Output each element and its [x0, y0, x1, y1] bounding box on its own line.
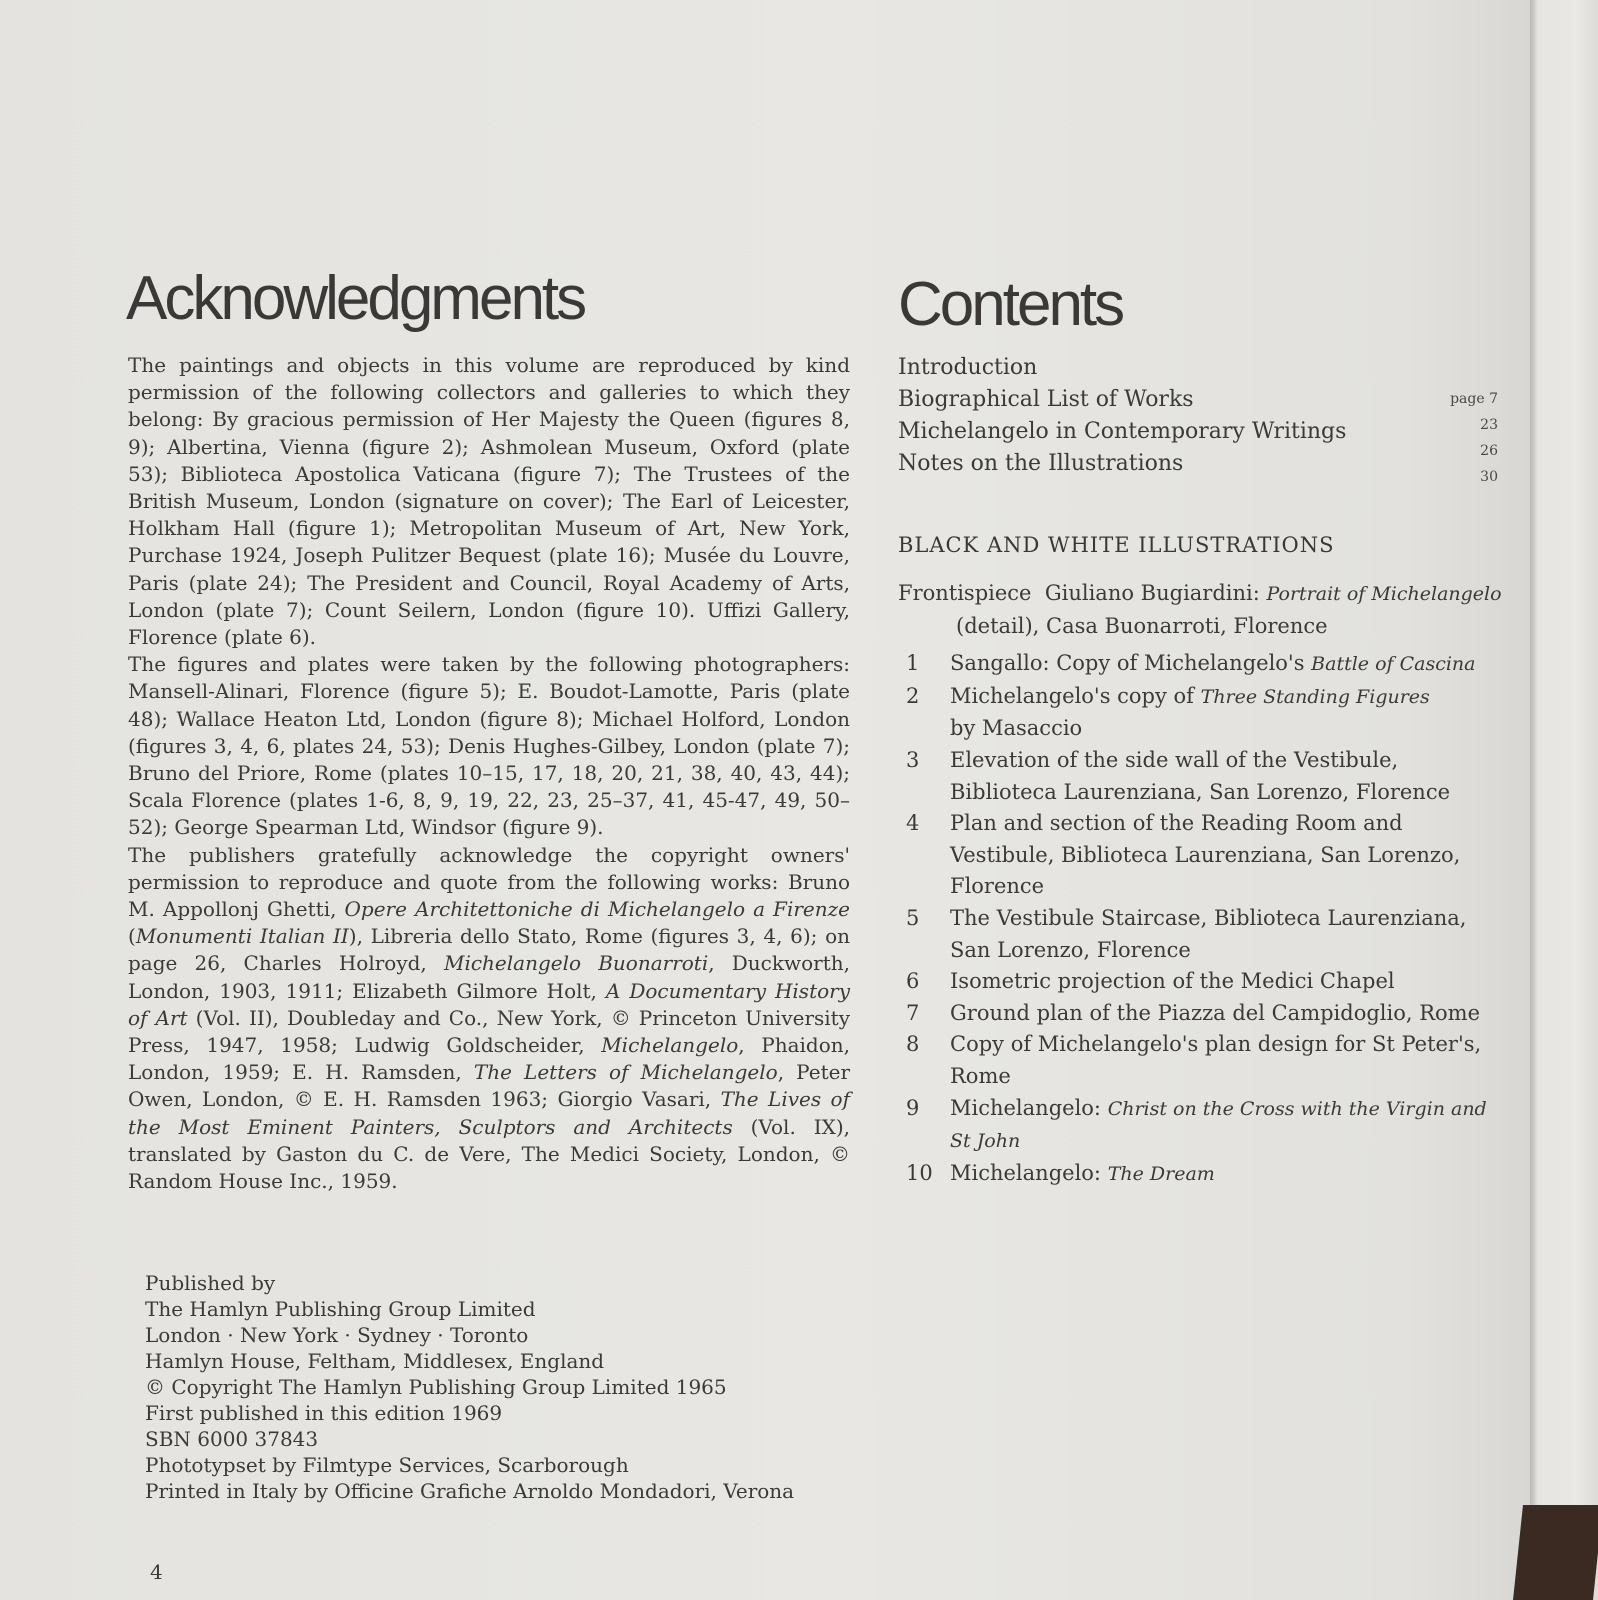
- ack-title-run: Michelangelo Buonarroti: [443, 951, 709, 976]
- illustration-text: Michelangelo:: [950, 1160, 1108, 1185]
- illustration-text: by Masaccio: [950, 716, 1083, 741]
- illustration-text: Plan and section of the Reading Room and: [950, 811, 1403, 836]
- frontispiece-work: Portrait of Michelangelo: [1266, 583, 1502, 605]
- ack-title-run: Monumenti Italian II: [135, 924, 349, 949]
- contents-list: [898, 352, 1498, 480]
- contents-entry-label: Biographical List of Works: [898, 387, 1194, 412]
- acknowledgments-heading: Acknowledgments: [126, 264, 585, 333]
- contents-entry-label: Michelangelo in Contemporary Writings: [898, 419, 1347, 444]
- imprint-line: Hamlyn House, Feltham, Middlesex, England: [145, 1349, 605, 1373]
- illustration-text: Elevation of the side wall of the Vestibule,: [950, 747, 1399, 772]
- imprint-line: Printed in Italy by Officine Grafiche Arnoldo Mondadori, Verona: [145, 1479, 795, 1503]
- ack-text-run: , Duckworth, London, 1903, 1911; Elizabeth Gilmore Holt,: [128, 951, 850, 1003]
- illustration-number: 4: [906, 811, 920, 836]
- imprint-line: The Hamlyn Publishing Group Limited: [145, 1297, 536, 1321]
- contents-entry-introduction: [898, 352, 1498, 384]
- illustration-number: 9: [906, 1095, 920, 1120]
- illustration-text: Florence: [950, 874, 1045, 899]
- illustration-item: [898, 648, 1508, 681]
- illustration-title: St John: [950, 1130, 1021, 1153]
- illustration-text: The Vestibule Staircase, Biblioteca Laurenziana,: [950, 905, 1467, 930]
- page-value: 7: [1489, 391, 1498, 407]
- illustration-number: 1: [906, 651, 920, 676]
- illustration-text: Ground plan of the Piazza del Campidoglio, Rome: [950, 1000, 1481, 1025]
- illustration-title: Three Standing Figures: [1200, 685, 1430, 708]
- illustration-title: Battle of Cascina: [1311, 653, 1476, 676]
- imprint-line: Phototypset by Filmtype Services, Scarborough: [145, 1453, 629, 1477]
- page-prefix: page: [1450, 391, 1485, 407]
- ack-text-run: , Peter Owen, London, © E. H. Ramsden 1963; Giorgio Vasari,: [128, 1060, 851, 1112]
- illustration-item: [898, 966, 1508, 998]
- illustration-number: 8: [906, 1032, 920, 1057]
- illustration-text: San Lorenzo, Florence: [950, 937, 1191, 962]
- contents-page-number: 30: [1480, 469, 1498, 485]
- illustration-number: 2: [906, 683, 920, 708]
- book-cover-board: [1513, 1505, 1598, 1600]
- illustration-item: [898, 903, 1508, 966]
- imprint-line: SBN 6000 37843: [145, 1427, 319, 1451]
- ack-title-run: Opere Architettoniche di Michelangelo a Firenze: [344, 897, 850, 922]
- ack-text-run: , Phaidon, London, 1959; E. H. Ramsden,: [128, 1033, 850, 1085]
- ack-title-run: The Letters of Michelangelo: [473, 1060, 778, 1085]
- illustration-item: [898, 1029, 1508, 1092]
- illustration-item: [898, 1093, 1508, 1158]
- imprint-line: London · New York · Sydney · Toronto: [145, 1323, 529, 1347]
- illustration-frontispiece: [898, 578, 1508, 642]
- ack-title-run: The Lives of the Most Eminent Painters, Sculptors and Architects: [128, 1087, 850, 1139]
- illustration-item: [898, 808, 1508, 903]
- imprint-line: Published by: [145, 1271, 276, 1295]
- publisher-imprint: [145, 1270, 865, 1504]
- ack-paragraph-3: [128, 842, 850, 1196]
- illustration-text: Sangallo: Copy of Michelangelo's: [950, 651, 1312, 676]
- illustration-item: [898, 681, 1508, 745]
- ack-paragraph-2: The figures and plates were taken by the following photographers: Mansell-Alinari, Florence (figure 5); E. Boudot-Lamotte, Paris (plate 48); Wallace Heaton Ltd, London (figure 8); Michael Holford, London (figures 3, 4, 6, plates 24, 53); Denis Hughes-Gilbey, London (plate 7); Bruno del Priore, Rome (plates 10–15, 17, 18, 20, 21, 38, 40, 43, 44); Scala Florence (plates 1-6, 8, 9, 19, 22, 23, 25–37, 41, 45-47, 49, 50–52); George Spearman Ltd, Windsor (figure 9).: [128, 652, 850, 840]
- illustrations-heading: BLACK AND WHITE ILLUSTRATIONS: [898, 533, 1335, 557]
- ack-text-run: (: [128, 924, 136, 949]
- illustration-number: 3: [906, 747, 920, 772]
- illustration-item: [898, 745, 1508, 808]
- illustration-item: [898, 998, 1508, 1030]
- ack-text-run: (Vol. II), Doubleday and Co., New York, © Princeton University Press, 1947, 1958; Ludwig Goldscheider,: [128, 1005, 851, 1058]
- illustration-item: [898, 1158, 1508, 1191]
- page-edge: [1530, 0, 1598, 1600]
- ack-title-run: A Documentary History of Art: [128, 978, 851, 1030]
- contents-entry-label: Notes on the Illustrations: [898, 451, 1184, 476]
- frontispiece-label: Frontispiece: [898, 581, 1032, 605]
- contents-entry-contemporary-writings: [898, 416, 1498, 448]
- frontispiece-details: (detail), Casa Buonarroti, Florence: [956, 613, 1328, 638]
- ack-text-run: (Vol. IX), translated by Gaston du C. de Vere, The Medici Society, London, © Random House Inc., 1959.: [128, 1114, 850, 1194]
- contents-page-number: 23: [1480, 417, 1498, 433]
- imprint-line: First published in this edition 1969: [145, 1401, 503, 1425]
- illustration-title: Christ on the Cross with the Virgin and: [1107, 1097, 1487, 1120]
- illustration-number: 10: [906, 1160, 933, 1185]
- illustration-number: 5: [906, 905, 920, 930]
- frontispiece-artist: Giuliano Bugiardini:: [1044, 581, 1267, 605]
- contents-heading: Contents: [898, 270, 1123, 339]
- illustrations-list: [898, 578, 1508, 1190]
- illustration-text: Michelangelo:: [950, 1095, 1108, 1120]
- illustration-text: Isometric projection of the Medici Chapel: [950, 969, 1395, 994]
- illustration-title: The Dream: [1107, 1162, 1215, 1185]
- acknowledgments-text: [128, 352, 850, 1195]
- illustration-number: 6: [906, 969, 920, 994]
- ack-title-run: Michelangelo: [601, 1033, 739, 1058]
- illustration-number: 7: [906, 1000, 920, 1025]
- contents-entry-notes: [898, 448, 1498, 480]
- ack-paragraph-1: The paintings and objects in this volume are reproduced by kind permission of the following collectors and galleries to which they belong: By gracious permission of Her Majesty the Queen (figures 8, 9); Albertina, Vienna (figure 2); Ashmolean Museum, Oxford (plate 53); Biblioteca Apostolica Vaticana (figure 7); The Trustees of the British Museum, London (signature on cover); The Earl of Leicester, Holkham Hall (figure 1); Metropolitan Museum of Art, New York, Purchase 1924, Joseph Pulitzer Bequest (plate 16); Musée du Louvre, Paris (plate 24); The President and Council, Royal Academy of Arts, London (plate 7); Count Seilern, London (figure 10). Uffizi Gallery, Florence (plate 6).: [128, 353, 850, 650]
- ack-text-run: The publishers gratefully acknowledge the copyright owners' permission to reproduce and quote from the following works: Bruno M. Appollonj Ghetti,: [128, 842, 850, 922]
- contents-page-number: 26: [1480, 443, 1498, 459]
- page-number: 4: [150, 1560, 163, 1584]
- contents-page-number: [1448, 386, 1498, 412]
- contents-page-numbers: [1448, 386, 1498, 490]
- illustration-text: Copy of Michelangelo's plan design for St Peter's,: [950, 1032, 1482, 1057]
- imprint-line: © Copyright The Hamlyn Publishing Group Limited 1965: [145, 1375, 727, 1399]
- contents-entry-biographical-list: [898, 384, 1498, 416]
- illustration-text: Rome: [950, 1063, 1011, 1088]
- illustration-text: Biblioteca Laurenziana, San Lorenzo, Florence: [950, 779, 1451, 804]
- illustration-text: Michelangelo's copy of: [950, 683, 1201, 708]
- illustration-text: Vestibule, Biblioteca Laurenziana, San Lorenzo,: [950, 842, 1461, 867]
- ack-text-run: ), Libreria dello Stato, Rome (figures 3, 4, 6); on page 26, Charles Holroyd,: [128, 924, 850, 976]
- contents-entry-label: Introduction: [898, 355, 1038, 380]
